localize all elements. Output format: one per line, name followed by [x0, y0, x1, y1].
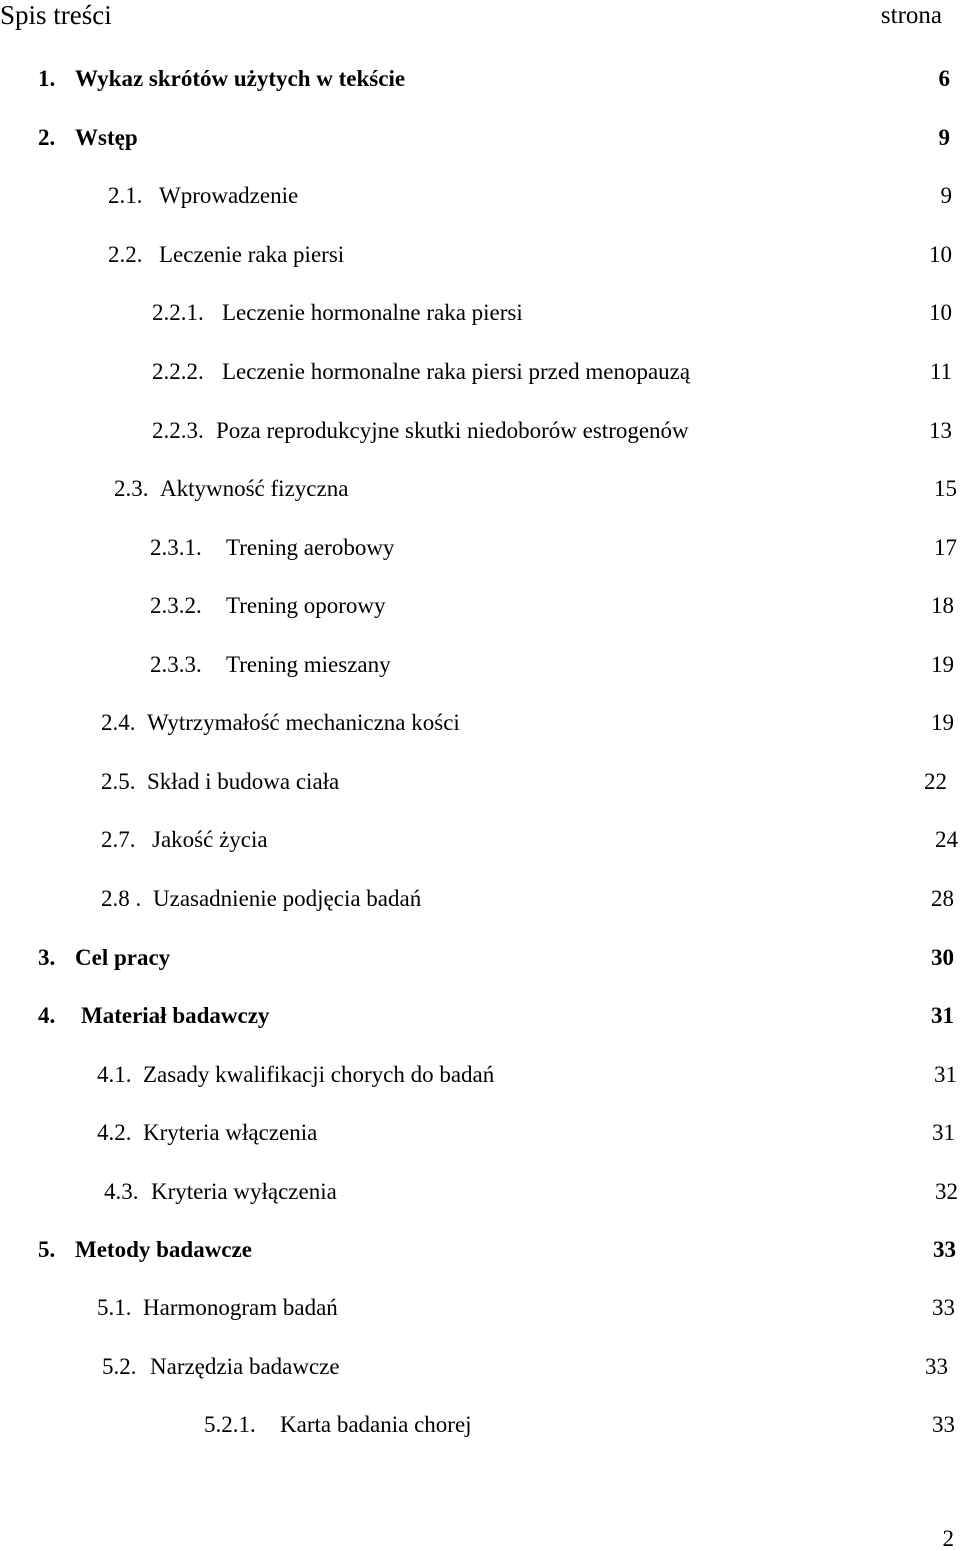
toc-entry-title: Karta badania chorej [280, 1412, 472, 1437]
toc-entry-page: 31 [932, 1120, 955, 1145]
toc-entry-title: Wytrzymałość mechaniczna kości [147, 710, 460, 735]
toc-entry-title: Zasady kwalifikacji chorych do badań [143, 1062, 495, 1087]
toc-entry-page: 10 [929, 242, 952, 267]
toc-entry-number: 3. [38, 945, 56, 970]
toc-entry-title: Trening aerobowy [226, 535, 395, 560]
toc-entry-page: 24 [935, 827, 958, 852]
toc-entry-title: Cel pracy [75, 945, 171, 970]
toc-entry-number: 2.3.1. [150, 535, 202, 560]
toc-entry-title: Narzędzia badawcze [150, 1354, 340, 1379]
toc-entry-number: 2.7. [101, 827, 136, 852]
toc-entry-number: 1. [38, 66, 56, 91]
page-number: 2 [942, 1526, 954, 1551]
toc-entry-number: 2.3. [114, 476, 149, 501]
toc-entry-number: 5.2. [102, 1354, 137, 1379]
toc-entry-title: Materiał badawczy [81, 1003, 270, 1028]
toc-entry-page: 33 [933, 1237, 956, 1262]
toc-entry-title: Leczenie raka piersi [159, 242, 345, 267]
toc-entry-page: 19 [931, 652, 954, 677]
toc-entry-number: 2.8 . [101, 886, 142, 911]
toc-entry-page: 11 [929, 359, 952, 384]
toc-entry-number: 5.2.1. [204, 1412, 256, 1437]
toc-entry-number: 2.5. [101, 769, 136, 794]
toc-entry-page: 33 [925, 1354, 948, 1379]
toc-entry-number: 2.2. [108, 242, 143, 267]
toc-entry-number: 2.1. [108, 183, 143, 208]
toc-entry-number: 5. [38, 1237, 56, 1262]
toc-entry-title: Trening mieszany [226, 652, 391, 677]
toc-entry-title: Skład i budowa ciała [147, 769, 340, 794]
toc-entry-title: Aktywność fizyczna [160, 476, 349, 501]
toc-entry-page: 32 [935, 1179, 958, 1204]
toc-entry-page: 9 [940, 183, 952, 208]
toc-entry-title: Kryteria włączenia [143, 1120, 318, 1145]
toc-entry-number: 2.3.3. [150, 652, 202, 677]
toc-entry-title: Leczenie hormonalne raka piersi przed menopauzą [222, 359, 691, 384]
toc-entry-title: Kryteria wyłączenia [151, 1179, 337, 1204]
toc-entry-page: 18 [931, 593, 954, 618]
toc-entry-page: 15 [934, 476, 957, 501]
toc-entry-number: 4.2. [97, 1120, 132, 1145]
toc-entry-number: 2.2.1. [152, 300, 204, 325]
toc-entry-number: 2.2.3. [152, 418, 204, 443]
toc-entry-page: 22 [924, 769, 947, 794]
toc-entry-number: 2.4. [101, 710, 136, 735]
toc-entry-title: Poza reprodukcyjne skutki niedoborów estrogenów [216, 418, 689, 443]
toc-entry-title: Jakość życia [152, 827, 268, 852]
toc-entry-number: 4.3. [104, 1179, 139, 1204]
toc-entry-title: Metody badawcze [75, 1237, 252, 1262]
toc-entry-number: 2. [38, 125, 56, 150]
toc-entry-page: 19 [931, 710, 954, 735]
toc-entry-title: Uzasadnienie podjęcia badań [153, 886, 422, 911]
toc-header-page-label: strona [880, 2, 942, 29]
toc-entry-number: 5.1. [97, 1295, 132, 1320]
toc-entry-page: 33 [932, 1295, 955, 1320]
toc-entry-page: 13 [929, 418, 952, 443]
toc-entry-title: Leczenie hormonalne raka piersi [222, 300, 523, 325]
toc-entry-page: 9 [938, 125, 950, 150]
toc-entry-title: Harmonogram badań [143, 1295, 338, 1320]
toc-entry-title: Wprowadzenie [159, 183, 299, 208]
toc-entry-title: Wstęp [75, 125, 138, 150]
toc-entry-number: 4. [38, 1003, 56, 1028]
toc-entry-page: 30 [931, 945, 954, 970]
toc-entry-page: 6 [938, 66, 950, 91]
toc-entry-page: 28 [931, 886, 954, 911]
toc-entry-number: 2.3.2. [150, 593, 202, 618]
toc-entry-title: Wykaz skrótów użytych w tekście [75, 66, 406, 91]
toc-entry-page: 31 [934, 1062, 957, 1087]
toc-header-title: Spis treści [0, 0, 112, 30]
toc-entry-page: 33 [932, 1412, 955, 1437]
toc-entry-page: 10 [929, 300, 952, 325]
toc-entry-page: 31 [931, 1003, 954, 1028]
toc-entry-page: 17 [934, 535, 957, 560]
toc-entry-title: Trening oporowy [226, 593, 386, 618]
toc-entry-number: 4.1. [97, 1062, 132, 1087]
toc-entry-number: 2.2.2. [152, 359, 204, 384]
